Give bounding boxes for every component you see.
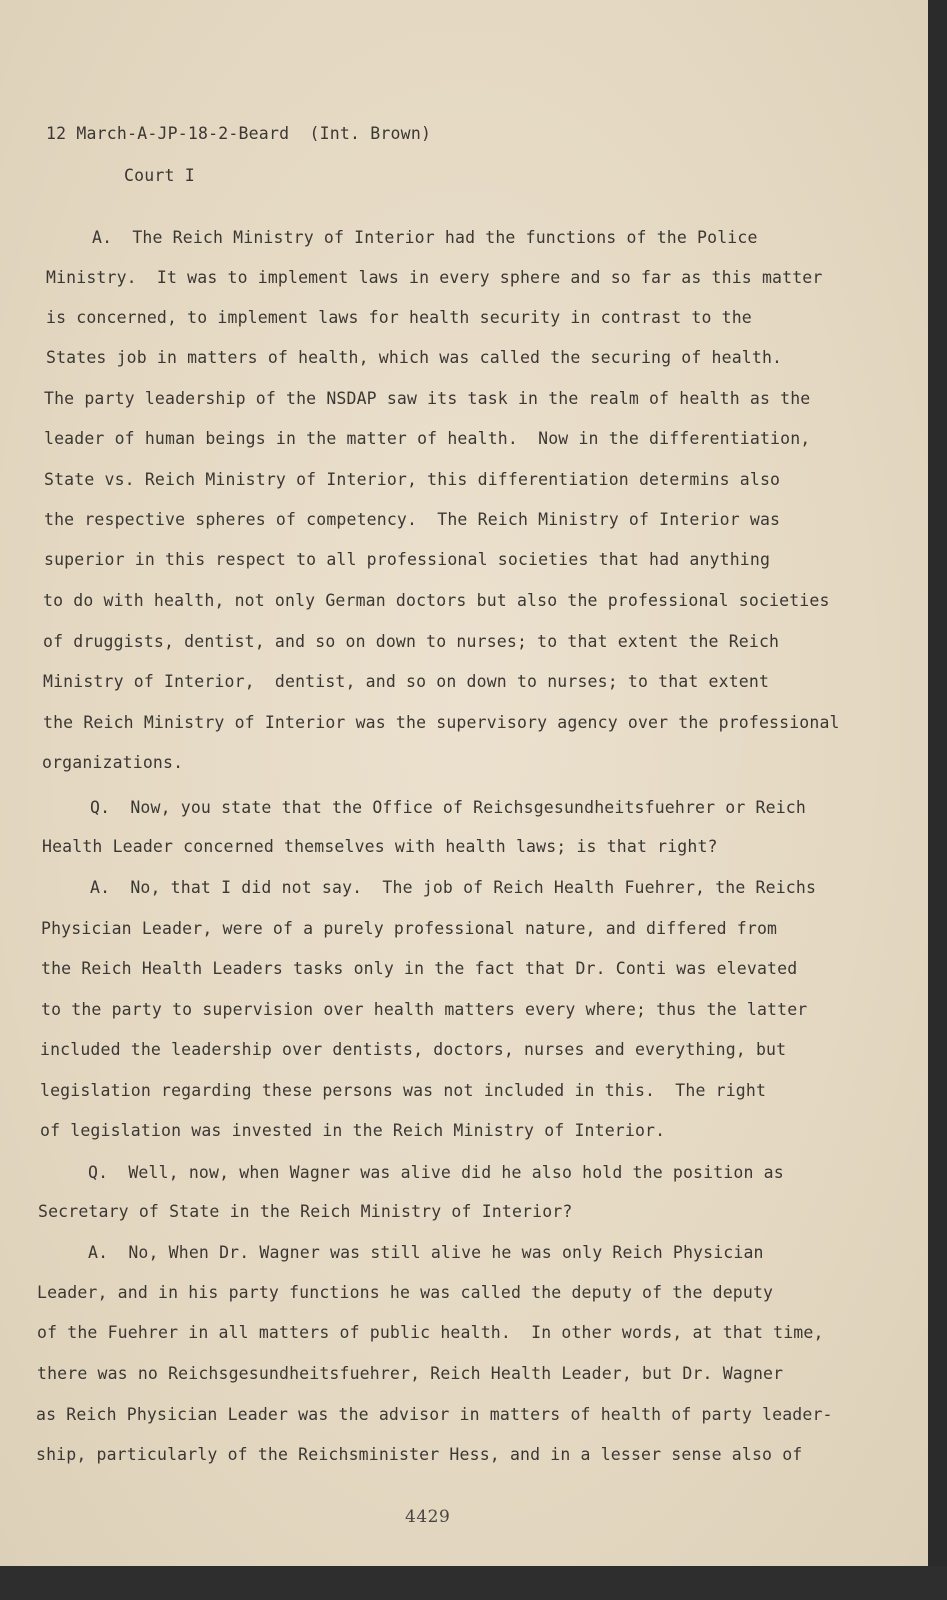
transcript-line: the Reich Ministry of Interior was the supervisory agency over the professional: [43, 713, 840, 732]
transcript-line: State vs. Reich Ministry of Interior, this differentiation determins also: [44, 470, 781, 489]
transcript-line: the Reich Health Leaders tasks only in the fact that Dr. Conti was elevated: [41, 959, 798, 978]
page-number: 4429: [405, 1507, 451, 1527]
transcript-line: Physician Leader, were of a purely professional nature, and differed from: [41, 919, 778, 938]
transcript-line: Leader, and in his party functions he was called the deputy of the deputy: [37, 1283, 774, 1302]
transcript-line: Ministry of Interior, dentist, and so on down to nurses; to that extent: [43, 672, 770, 691]
transcript-line: included the leadership over dentists, doctors, nurses and everything, but: [40, 1040, 787, 1059]
transcript-line: Ministry. It was to implement laws in every sphere and so far as this matter: [46, 268, 823, 287]
transcript-line: A. No, When Dr. Wagner was still alive he was only Reich Physician: [88, 1243, 764, 1262]
court-label: Court I: [124, 166, 195, 185]
transcript-line: Health Leader concerned themselves with health laws; is that right?: [42, 837, 718, 856]
transcript-line: ship, particularly of the Reichsminister Hess, and in a lesser sense also of: [36, 1445, 803, 1464]
document-header: 12 March-A-JP-18-2-Beard (Int. Brown): [46, 124, 432, 143]
transcript-line: to do with health, not only German doctors but also the professional societies: [43, 591, 830, 610]
transcript-line: there was no Reichsgesundheitsfuehrer, Reich Health Leader, but Dr. Wagner: [37, 1364, 784, 1383]
transcript-line: legislation regarding these persons was not included in this. The right: [40, 1081, 767, 1100]
scan-edge-bottom: [0, 1566, 947, 1600]
transcript-line: as Reich Physician Leader was the advisor in matters of health of party leader-: [36, 1405, 833, 1424]
transcript-line: Q. Well, now, when Wagner was alive did he also hold the position as: [88, 1163, 784, 1182]
transcript-line: A. No, that I did not say. The job of Reich Health Fuehrer, the Reichs: [90, 878, 817, 897]
transcript-line: of legislation was invested in the Reich Ministry of Interior.: [40, 1121, 666, 1140]
transcript-line: leader of human beings in the matter of health. Now in the differentiation,: [44, 429, 811, 448]
transcript-line: to the party to supervision over health matters every where; thus the latter: [41, 1000, 808, 1019]
transcript-line: superior in this respect to all professional societies that had anything: [44, 550, 771, 569]
transcript-line: the respective spheres of competency. The Reich Ministry of Interior was: [44, 510, 781, 529]
transcript-line: Q. Now, you state that the Office of Reichsgesundheitsfuehrer or Reich: [90, 798, 806, 817]
transcript-line: of the Fuehrer in all matters of public health. In other words, at that time,: [37, 1323, 824, 1342]
transcript-line: The party leadership of the NSDAP saw its task in the realm of health as the: [44, 389, 811, 408]
transcript-line: A. The Reich Ministry of Interior had the functions of the Police: [92, 228, 758, 247]
transcript-line: of druggists, dentist, and so on down to nurses; to that extent the Reich: [43, 632, 780, 651]
transcript-line: organizations.: [42, 753, 184, 772]
scan-edge-right: [928, 0, 947, 1600]
transcript-line: Secretary of State in the Reich Ministry of Interior?: [38, 1202, 573, 1221]
transcript-line: is concerned, to implement laws for health security in contrast to the: [46, 308, 752, 327]
transcript-line: States job in matters of health, which was called the securing of health.: [46, 348, 783, 367]
